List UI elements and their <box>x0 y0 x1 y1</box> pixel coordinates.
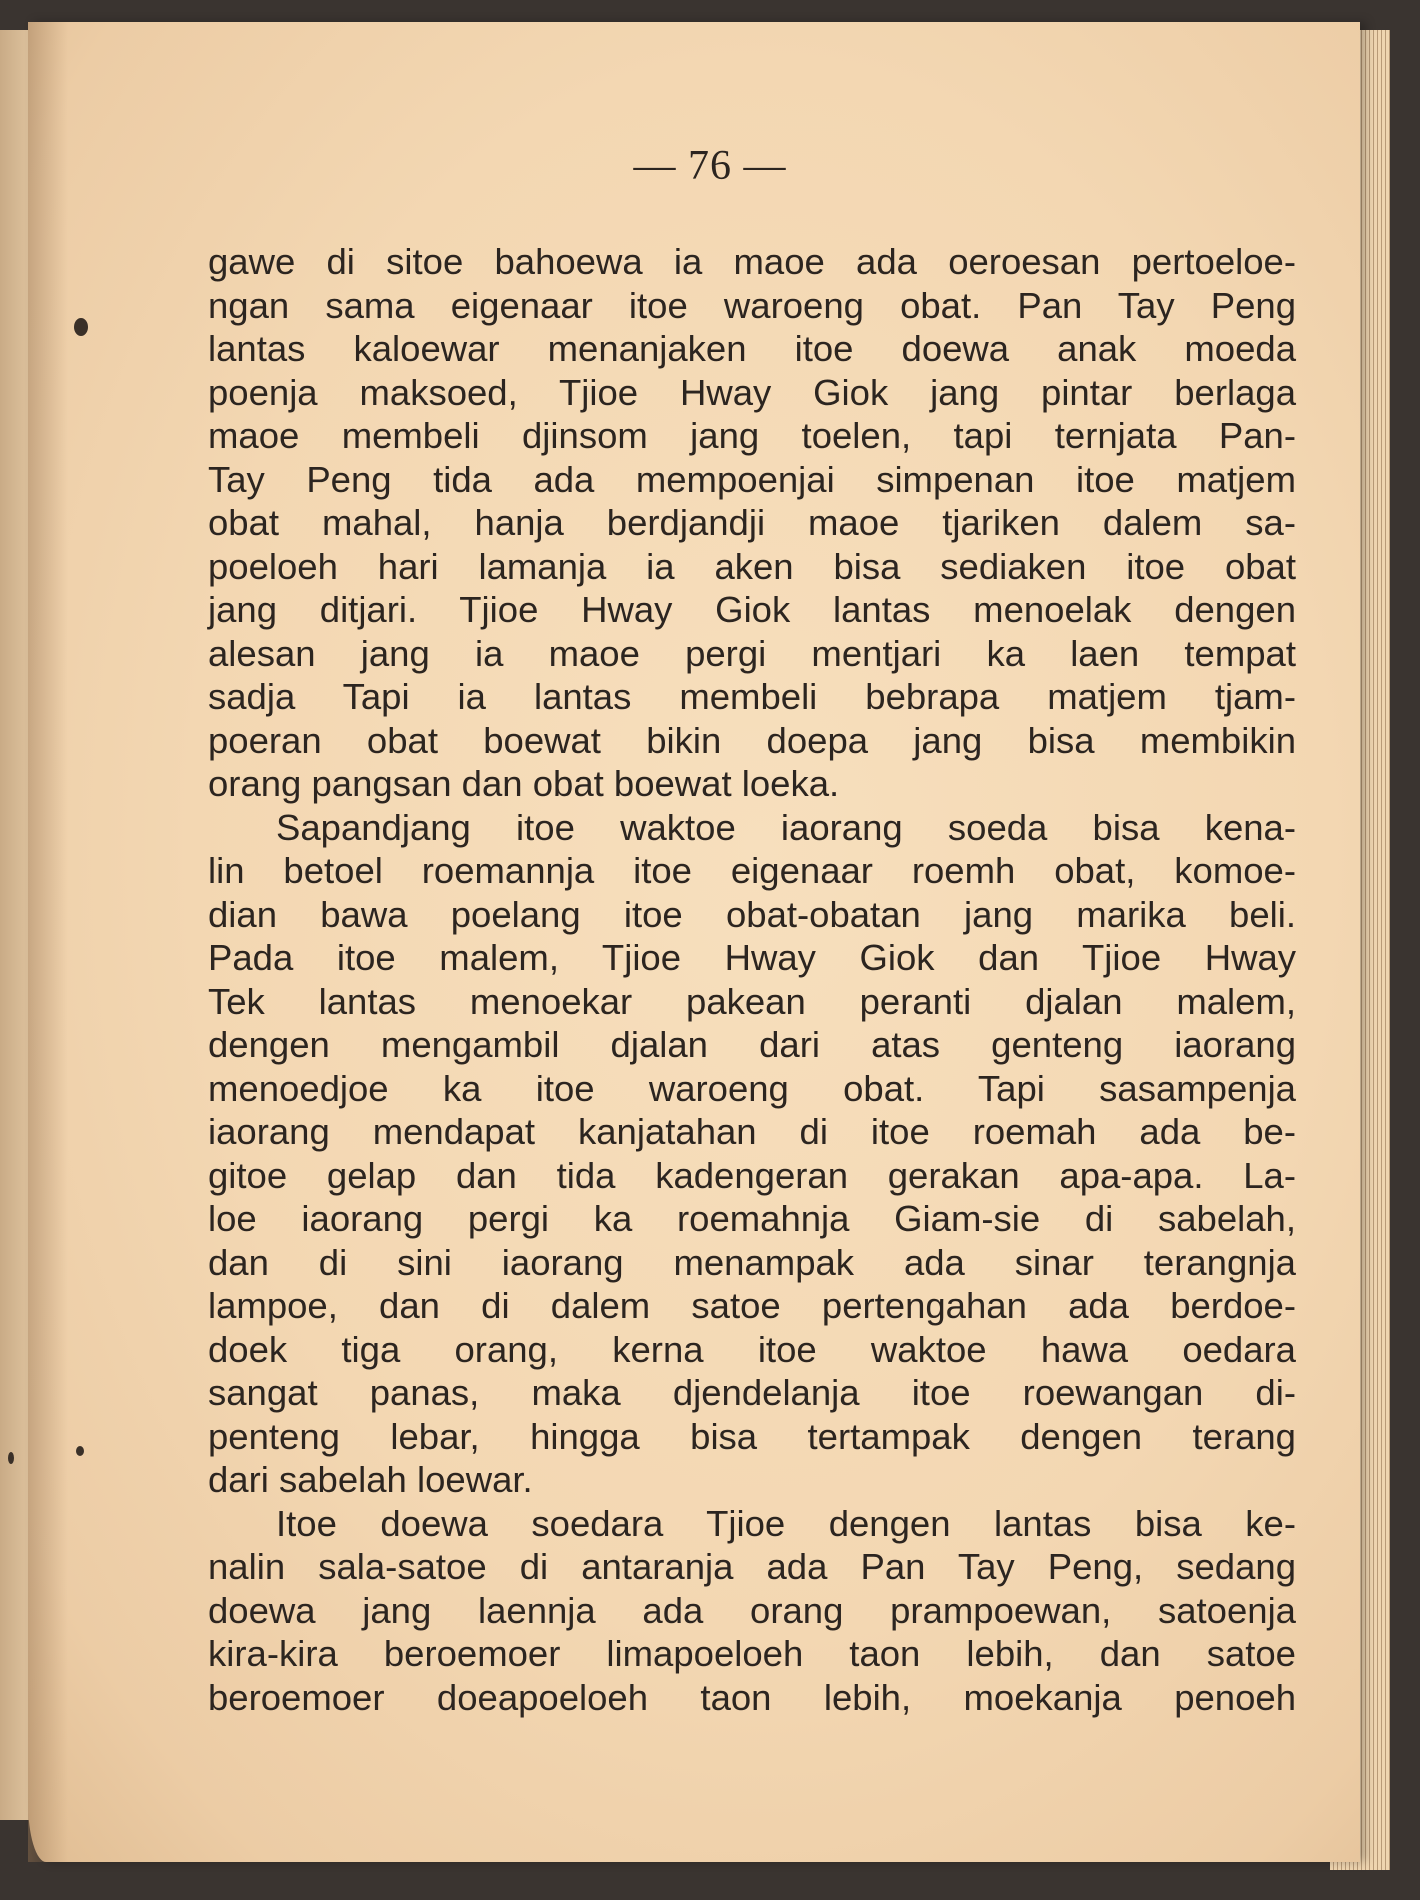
text-line: loe iaorang pergi ka roemahnja Giam-sie di sabelah, <box>208 1198 1296 1239</box>
text-line: Pada itoe malem, Tjioe Hway Giok dan Tjioe Hway <box>208 937 1296 978</box>
text-line: dian bawa poelang itoe obat-obatan jang marika beli. <box>208 893 1296 935</box>
text-line: dari sabelah loewar. <box>208 1459 533 1500</box>
text-line: iaorang mendapat kanjatahan di itoe roemah ada be- <box>208 1111 1296 1152</box>
text-line: gitoe gelap dan tida kadengeran gerakan apa-apa. La- <box>208 1154 1296 1196</box>
page-gutter-shadow <box>28 22 68 1862</box>
text-line: doek tiga orang, kerna itoe waktoe hawa oedara <box>208 1328 1296 1370</box>
text-line: menoedjoe ka itoe waroeng obat. Tapi sasampenja <box>208 1067 1296 1109</box>
text-line: jang ditjari. Tjioe Hway Giok lantas menoelak dengen <box>208 589 1296 630</box>
ink-speck <box>8 1452 14 1464</box>
text-line: Itoe doewa soedara Tjioe dengen lantas bisa ke- <box>276 1502 1296 1544</box>
text-line: obat mahal, hanja berdjandji maoe tjariken dalem sa- <box>208 502 1296 543</box>
text-line: poeloeh hari lamanja ia aken bisa sediaken itoe obat <box>208 545 1296 587</box>
text-line: poenja maksoed, Tjioe Hway Giok jang pintar berlaga <box>208 371 1296 413</box>
ink-speck <box>74 318 88 336</box>
text-line: dengen mengambil djalan dari atas genteng iaorang <box>208 1024 1296 1065</box>
text-line: gawe di sitoe bahoewa ia maoe ada oeroesan pertoeloe- <box>208 241 1296 282</box>
text-line: ngan sama eigenaar itoe waroeng obat. Pan Tay Peng <box>208 284 1296 326</box>
text-line: doewa jang laennja ada orang prampoewan, satoenja <box>208 1589 1296 1631</box>
text-line: poeran obat boewat bikin doepa jang bisa membikin <box>208 719 1296 761</box>
text-line: penteng lebar, hingga bisa tertampak dengen terang <box>208 1415 1296 1457</box>
text-line: lantas kaloewar menanjaken itoe doewa anak moeda <box>208 328 1296 369</box>
text-line: Tay Peng tida ada mempoenjai simpenan itoe matjem <box>208 458 1296 500</box>
body-text <box>208 240 1296 1719</box>
text-line: beroemoer doeapoeloeh taon lebih, moekanja penoeh <box>208 1676 1296 1718</box>
text-line: maoe membeli djinsom jang toelen, tapi ternjata Pan- <box>208 415 1296 456</box>
text-line: lampoe, dan di dalem satoe pertengahan ada berdoe- <box>208 1285 1296 1326</box>
text-line: Tek lantas menoekar pakean peranti djalan malem, <box>208 980 1296 1022</box>
text-line: dan di sini iaorang menampak ada sinar terangnja <box>208 1241 1296 1283</box>
page-number: — 76 — <box>633 143 787 189</box>
ink-speck <box>76 1446 84 1456</box>
text-line: alesan jang ia maoe pergi mentjari ka laen tempat <box>208 632 1296 674</box>
text-line: sangat panas, maka djendelanja itoe roewangan di- <box>208 1372 1296 1413</box>
text-line: lin betoel roemannja itoe eigenaar roemh obat, komoe- <box>208 850 1296 891</box>
text-line: orang pangsan dan obat boewat loeka. <box>208 763 840 804</box>
text-line: kira-kira beroemoer limapoeloeh taon lebih, dan satoe <box>208 1633 1296 1674</box>
text-line: nalin sala-satoe di antaranja ada Pan Tay Peng, sedang <box>208 1546 1296 1587</box>
text-line: sadja Tapi ia lantas membeli bebrapa matjem tjam- <box>208 676 1296 717</box>
text-line: Sapandjang itoe waktoe iaorang soeda bisa kena- <box>276 806 1296 848</box>
